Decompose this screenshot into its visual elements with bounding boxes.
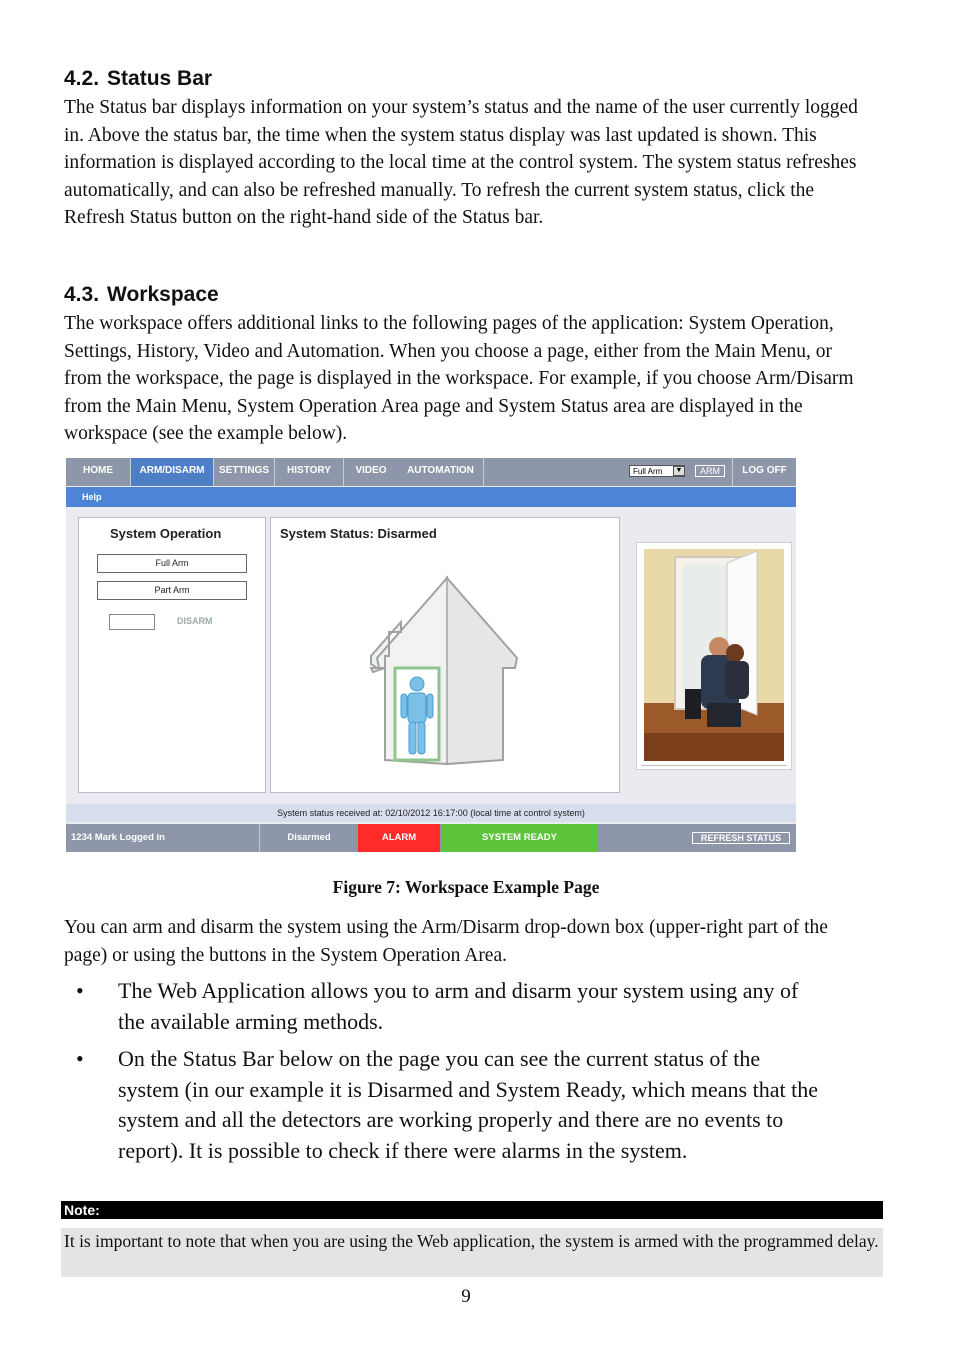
family-photo [636,542,792,770]
refresh-status-button[interactable]: REFRESH STATUS [692,832,790,844]
arm-mode-select[interactable]: Full Arm [629,465,685,477]
help-link[interactable]: Help [66,487,796,507]
note-label: Note: [61,1201,883,1219]
nav-video[interactable]: VIDEO [355,465,387,476]
section-number: 4.3. [64,283,100,306]
house-icon [367,572,527,770]
bullet-icon: • [76,1046,84,1071]
system-status-title: System Status: Disarmed [280,526,437,541]
main-menu [66,458,796,486]
status-bar [66,824,796,852]
section-heading-workspace [64,283,219,307]
figure-caption: Figure 7: Workspace Example Page [332,877,600,897]
alarm-status: ALARM [358,824,440,852]
chevron-down-icon[interactable]: ▼ [673,466,685,476]
bullet-item [64,976,824,1037]
system-operation-panel [78,517,266,793]
system-status-panel [270,517,620,793]
status-bar-paragraph: The Status bar displays information on your system’s status and the name of the user currently logged in. Above the status bar, the time when the system status display was last updated is shown. This information is displayed according to the local time at the control system. The system status refreshes automatically, and can also be refreshed manually. To refresh the current system status, click the Refresh Status button on the right-hand side of the Status bar. [64,97,858,228]
nav-arm-disarm[interactable]: ARM/DISARM [131,458,214,486]
section-heading-status-bar [64,67,212,91]
part-arm-button[interactable]: Part Arm [97,581,247,600]
arm-disarm-paragraph: You can arm and disarm the system using the Arm/Disarm drop-down box (upper-right part of the page) or using the buttons in the System Operation Area. [64,917,828,966]
bullet-icon: • [76,978,84,1003]
workspace-figure [66,458,796,852]
workspace-paragraph: The workspace offers additional links to the following pages of the application: System Operation, Settings, History, Video and Automation. When you choose a page, either from the Main Menu, or from the workspace, the page is displayed in the workspace. For example, if you choose Arm/Disarm from the Main Menu, System Operation Area page and System Status area are displayed in the workspace (see the example below). [64,313,854,444]
note-text: It is important to note that when you are using the Web application, the system is armed with the programmed delay. [61,1228,883,1277]
section-title: Status Bar [107,67,213,90]
logoff-button[interactable]: LOG OFF [732,458,796,486]
logged-in-user: 1234 Mark Logged in [71,832,165,843]
bullet-text: On the Status Bar below on the page you can see the current status of the system (in our example it is Disarmed and System Ready, which means that the system and all the detectors are working properly and there are no events to report). It is possible to check if there were alarms in the system. [118,1046,818,1163]
section-title: Workspace [107,283,219,306]
status-received-text: System status received at: 02/10/2012 16:17:00 (local time at control system) [66,804,796,822]
nav-automation[interactable]: AUTOMATION [398,458,484,486]
arm-button[interactable]: ARM [695,465,725,477]
full-arm-button[interactable]: Full Arm [97,554,247,573]
bullet-text: The Web Application allows you to arm and disarm your system using any of the available arming methods. [118,978,799,1034]
disarmed-status: Disarmed [259,824,358,852]
section-number: 4.2. [64,67,100,90]
bullet-item [64,1044,824,1166]
system-operation-title: System Operation [110,526,222,541]
disarm-button[interactable]: DISARM [177,616,213,626]
system-ready-status: SYSTEM READY [441,824,598,852]
user-code-input[interactable] [109,614,155,630]
nav-history[interactable]: HISTORY [275,458,344,486]
nav-home[interactable]: HOME [66,458,131,486]
page-number: 9 [461,1286,471,1307]
nav-settings[interactable]: SETTINGS [214,458,275,486]
